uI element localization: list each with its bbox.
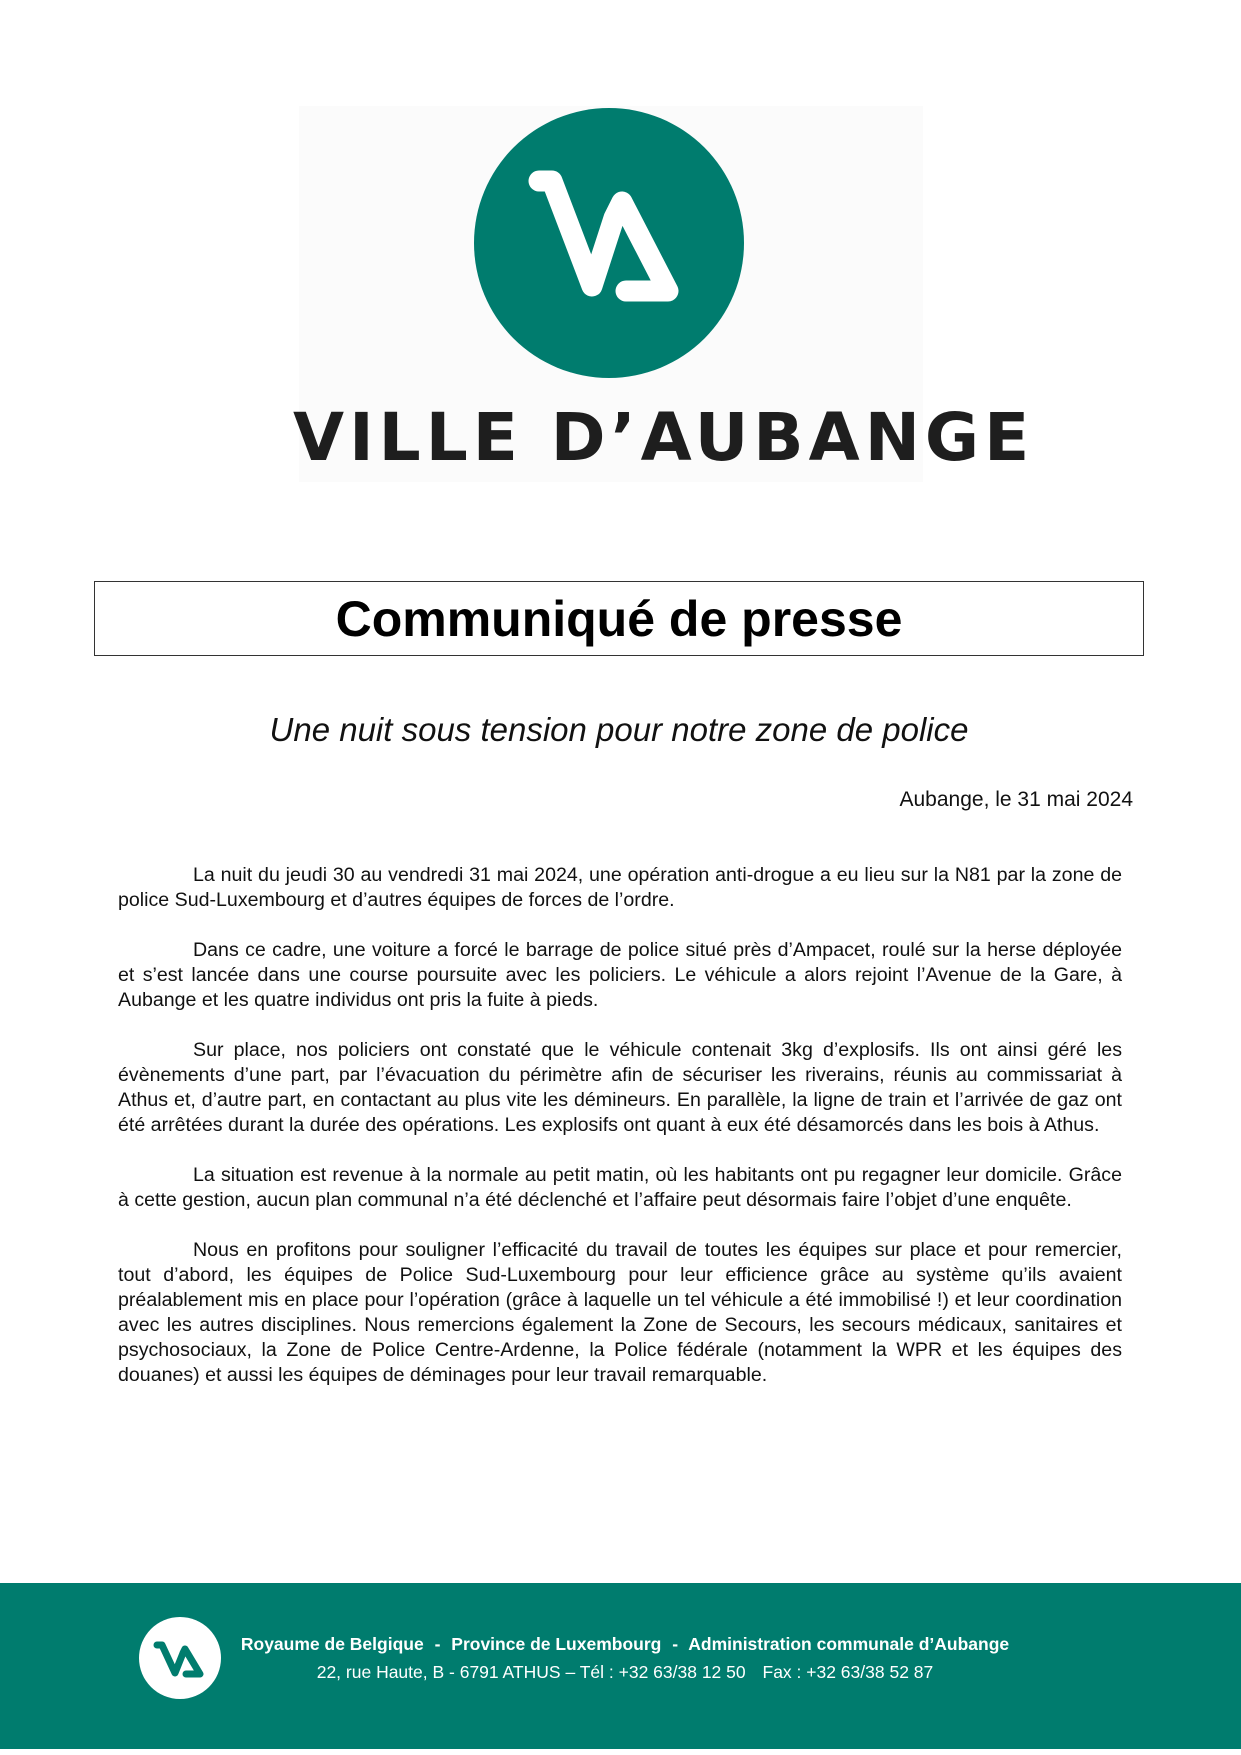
page-title: Communiqué de presse — [335, 590, 903, 647]
footer-province: Province de Luxembourg — [451, 1634, 662, 1654]
paragraph: La situation est revenue à la normale au petit matin, où les habitants ont pu regagner leur domicile. Grâce à cette gestion, aucun plan communal n’a été déclenché et l’affaire peut désormais faire l’objet d’une enquête. — [118, 1164, 1122, 1211]
footer-line-1 — [210, 1632, 1040, 1656]
paragraph: La nuit du jeudi 30 au vendredi 31 mai 2024, une opération anti-drogue a eu lieu sur la N81 par la zone de police Sud-Luxembourg et d’autres équipes de forces de l’ordre. — [118, 864, 1122, 911]
subtitle: Une nuit sous tension pour notre zone de police — [269, 711, 969, 748]
footer-dash: – — [565, 1662, 576, 1682]
footer-logo-icon — [139, 1617, 221, 1699]
body-text — [118, 863, 1122, 1413]
title-box — [94, 581, 1144, 656]
footer-separator: - — [434, 1634, 441, 1654]
footer-address: 22, rue Haute, B - 6791 ATHUS — [316, 1662, 561, 1682]
footer-country: Royaume de Belgique — [240, 1634, 424, 1654]
footer-administration: Administration communale d’Aubange — [688, 1634, 1010, 1654]
aubange-logo-icon — [474, 108, 744, 378]
paragraph: Nous en profitons pour souligner l’efficacité du travail de toutes les équipes sur place et pour remercier, tout d’abord, les équipes de Police Sud-Luxembourg pour leur efficience grâce au système qu’ils avaient préalablement mis en place pour l’opération (grâce à laquelle un tel véhicule a été immobilisé !) et leur coordination avec les autres disciplines. Nous remercions également la Zone de Secours, les secours médicaux, sanitaires et psychosociaux, la Zone de Police Centre-Ardenne, la Police fédérale (notamment la WPR et les équipes des douanes) et aussi les équipes de déminages pour leur travail remarquable. — [118, 1239, 1122, 1386]
footer-line-2 — [210, 1660, 1040, 1684]
footer-phone: Tél : +32 63/38 12 50 — [579, 1662, 746, 1682]
paragraph: Sur place, nos policiers ont constaté que le véhicule contenait 3kg d’explosifs. Ils ont ainsi géré les évènements d’une part, par l’évacuation du périmètre afin de sécuriser les riverains, réunis au commissariat à Athus et, d’autre part, en contactant au plus vite les démineurs. En parallèle, la ligne de train et l’arrivée de gaz ont été arrêtées durant la durée des opérations. Les explosifs ont quant à eux été désamorcés dans les bois à Athus. — [118, 1039, 1122, 1136]
date-line: Aubange, le 31 mai 2024 — [899, 788, 1133, 811]
footer-separator: - — [672, 1634, 679, 1654]
footer-fax: Fax : +32 63/38 52 87 — [762, 1662, 934, 1682]
paragraph: Dans ce cadre, une voiture a forcé le barrage de police situé près d’Ampacet, roulé sur la herse déployée et s’est lancée dans une course poursuite avec les policiers. Le véhicule a alors rejoint l’Avenue de la Gare, à Aubange et les quatre individus ont pris la fuite à pieds. — [118, 939, 1122, 1011]
logo-wordmark: VILLE D’AUBANGE — [293, 399, 1035, 476]
